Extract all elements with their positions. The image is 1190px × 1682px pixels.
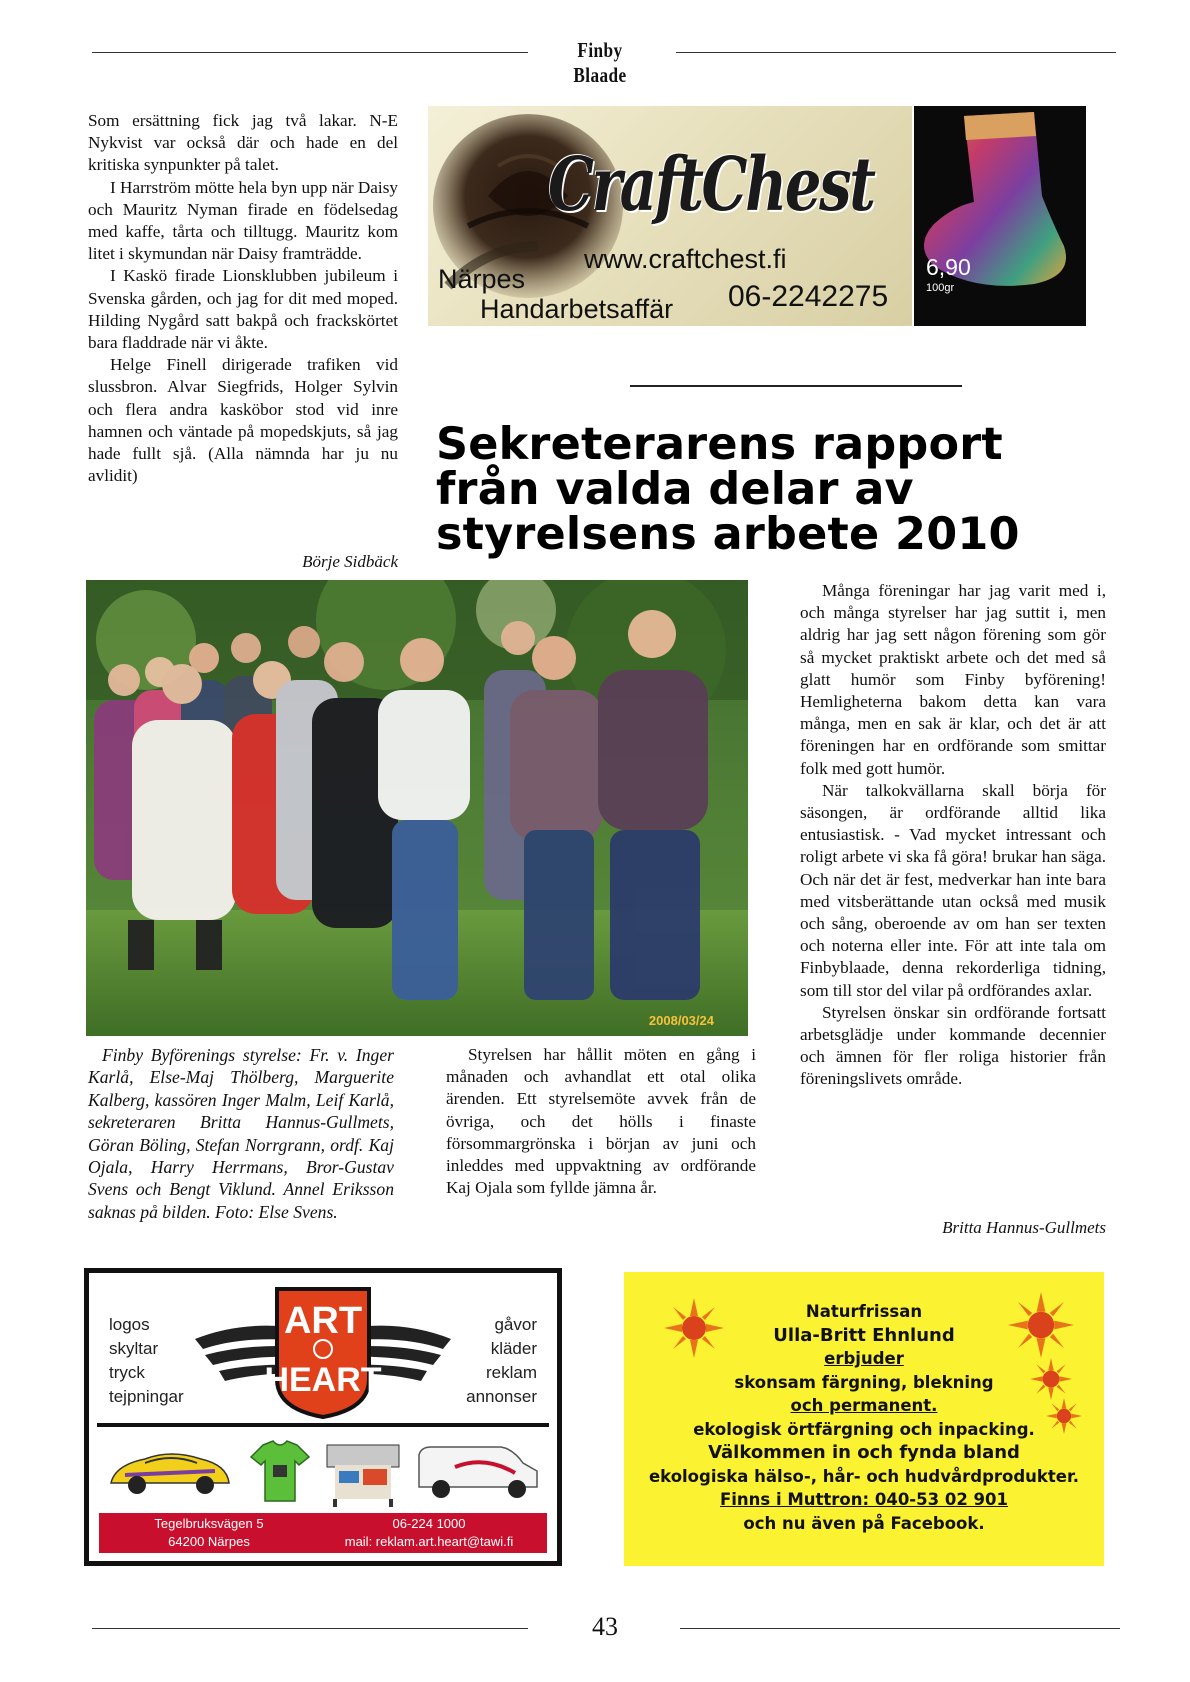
art-divider [97,1423,549,1427]
left-paragraph-2: I Harrström mötte hela byn upp när Daisy och Mauritz Nyman firade en födelsedag med kaffe, tårta och tilltugg. Mauritz kom litet i skymundan när Daisy framträdde. [88,177,398,264]
page-number: 43 [592,1612,618,1641]
art-item-reklam: reklam [485,1363,537,1382]
group-photo [86,580,748,1036]
art-item-gavor: gåvor [494,1315,537,1334]
middle-paragraph: Styrelsen har hållit möten en gång i månaden och avhandlat ett otal olika ärenden. Ett styrelsemöte avvek från de övriga, och det hölls i finaste försommargrönska i början av juni och inleddes med uppvaktning av ordförande Kaj Ojala som fyllde jämna år. [446,1045,756,1198]
article-signature: Britta Hannus-Gullmets [942,1218,1106,1237]
art-brand-bottom: HEART [264,1361,382,1399]
left-signature: Börje Sidbäck [302,552,398,571]
art-address [119,1515,299,1551]
nat-name: Naturfrissan [805,1302,923,1321]
photo-caption: Finby Byförenings styrelse: Fr. v. Inger Karlå, Else-Maj Thölberg, Marguerite Kalberg, kassören Inger Malm, Leif Karlå, sekreteraren Britta Hannus-Gullmets, Göran Böling, Stefan Norrgrann, ordf. Kaj Ojala, Harry Herrmans, Bror-Gustav Svens och Bengt Viklund. Annel Eriksson saknas på bilden. Foto: Else Svens. [88,1045,394,1222]
art-brand-top: ART [283,1300,363,1342]
craftchest-town: Närpes [438,264,526,294]
right-paragraph-3: Styrelsen önskar sin ordförande fortsatt arbetsglädje under kommande decennier och ämnen för fler roliga historier från föreningslivets område. [800,1002,1106,1089]
art-address-line1: Tegelbruksvägen 5 [154,1516,264,1531]
nat-location: Finns i Muttron: 040-53 02 901 [719,1490,1009,1509]
left-paragraph-1: Som ersättning fick jag två lakar. N-E Nykvist var också där och hade en del kritiska synpunkter på talet. [88,111,398,175]
naturfrissan-text [624,1300,1104,1535]
art-phone: 06-224 1000 [392,1516,466,1531]
right-paragraph-2: När talkokvällarna skall börja för säsongen, är ordförande alltid lika entusiastisk. - Vad mycket intressant och roligt arbete vi ska få göra! brukar han säga. Och när det är fest, medverkar han inte bara med vitsberättande utan också med musik och sång, oberoende av om han ser texten och noterna eller inte. För att inte tala om Finbyblaade, denna rekorderliga tidning, som till stor del vilar på ordförandes axlar. [800,780,1106,1000]
art-list-right [466,1313,537,1409]
right-column-text [800,580,1106,1091]
tshirt-icon [249,1439,311,1505]
art-item-tejpningar: tejpningar [109,1387,184,1406]
middle-column-text [446,1044,756,1199]
van-icon [415,1437,543,1505]
craftchest-url: www.craftchest.fi [584,244,787,274]
craftchest-shop-type: Handarbetsaffär [480,294,674,324]
nat-service-3: ekologisk örtfärgning och inpacking. [693,1419,1035,1439]
nat-products: ekologiska hälso-, hår- och hudvårdprodukter. [648,1466,1080,1486]
art-heart-logo [185,1283,461,1419]
group-photo-image [86,580,748,1036]
craftchest-phone: 06-2242275 [728,280,889,313]
sock-price: 6,90 [926,254,971,280]
headline-rule [630,385,962,387]
left-paragraph-3: I Kaskö firade Lionsklubben jubileum i Svenska gården, och jag for dit med moped. Hilding Nygård satt bakpå och frackskörtet bara fladdrade när vi åkte. [88,266,398,353]
header-rule-right [676,52,1116,53]
art-item-tryck: tryck [109,1363,145,1382]
sock-photo [914,106,1086,326]
art-item-annonser: annonser [466,1387,537,1406]
craftchest-logo: CraftChest [548,142,874,228]
car-icon [105,1441,235,1505]
art-item-logos: logos [109,1315,150,1334]
art-address-line2: 64200 Närpes [168,1534,250,1549]
right-paragraph-1: Många föreningar har jag varit med i, och många styrelser har jag suttit i, men aldrig har jag sett någon förening som gör så mycket praktiskt arbete och det med så glatt humör som Finby byförening! Hemligheterna bakom detta kan vara många, men en sak är klar, och det är att föreningen har en ordförande som smittar folk med gott humör. [800,581,1106,778]
sock-weight: 100gr [926,282,955,294]
nat-owner: Ulla-Britt Ehnlund [773,1324,955,1346]
nat-welcome: Välkommen in och fynda bland [708,1442,1020,1463]
art-item-skyltar: skyltar [109,1339,159,1358]
footer-rule-left [92,1628,528,1629]
art-footer [99,1513,547,1553]
left-column-text [88,110,398,487]
left-paragraph-4: Helge Finell dirigerade trafiken vid slussbron. Alvar Siegfrids, Holger Sylvin och flera andra kasköbor stod vid inre hamnen och väntade på mopedskjuts, så jag hade fullt sjå. (Alla nämnda har ju nu avlidit) [88,355,398,486]
nat-facebook: och nu även på Facebook. [743,1513,985,1533]
art-mail: mail: reklam.art.heart@tawi.fi [344,1534,514,1549]
running-head: Finby Blaade [573,38,627,87]
art-contact [311,1515,547,1551]
article-headline: Sekreterarens rapport från valda delar av styrelsens arbete 2010 [436,419,1020,560]
art-item-klader: kläder [490,1339,537,1358]
art-list-left [109,1313,184,1409]
header-rule-left [92,52,528,53]
craftchest-ad [428,106,912,326]
nat-service-1: skonsam färgning, blekning [734,1372,994,1392]
printer-icon [323,1435,403,1507]
nat-offers: erbjuder [824,1349,904,1368]
footer-rule-right [680,1628,1120,1629]
photo-date-stamp: 2008/03/24 [648,1013,714,1028]
nat-service-2: och permanent. [790,1396,938,1415]
naturfrissan-ad [624,1272,1104,1566]
art-heart-ad [84,1268,562,1566]
